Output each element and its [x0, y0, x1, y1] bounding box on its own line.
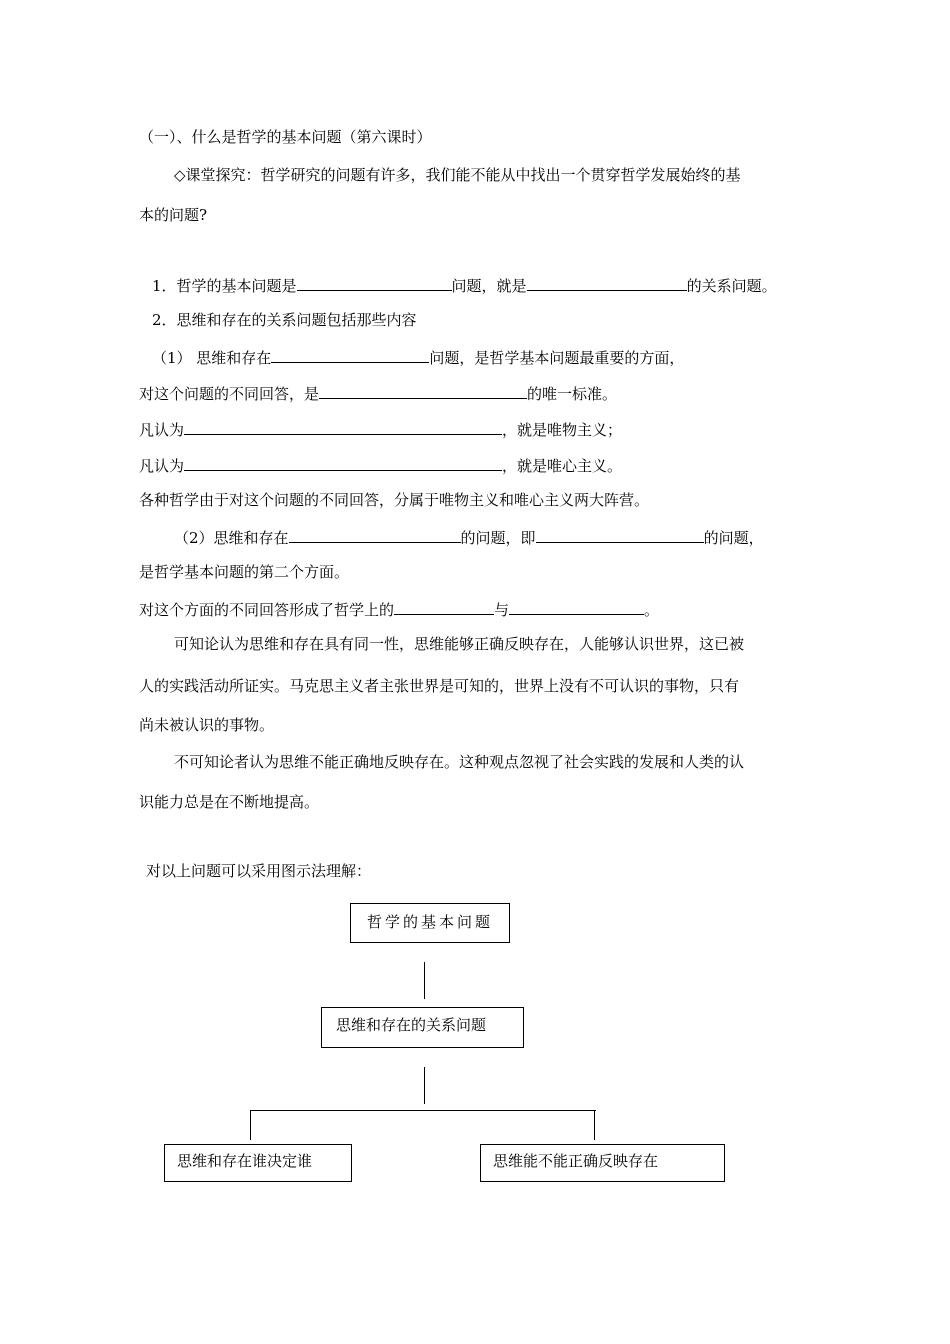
- diagram-root-label: 哲学的基本问题: [366, 913, 493, 931]
- materialism-line: [139, 418, 622, 440]
- knowable-paragraph-line-1: 可知论认为思维和存在具有同一性，思维能够正确反映存在，人能够认识世界，这已被: [174, 635, 745, 653]
- camps-line: 各种哲学由于对这个问题的不同回答，分属于唯物主义和唯心主义两大阵营。: [139, 491, 650, 509]
- point-1-prefix: （1） 思维和存在: [152, 349, 272, 367]
- answer-blank: [319, 382, 527, 399]
- point-1-suffix: 问题，是哲学基本问题最重要的方面，: [429, 349, 685, 367]
- inquiry-line-2: 本的问题?: [139, 206, 208, 224]
- point-2-answers-mid: 与: [494, 601, 510, 619]
- diagram-middle-label: 思维和存在的关系问题: [336, 1016, 487, 1034]
- diagram-middle-box: [321, 1007, 524, 1048]
- point-1-cont-prefix: 对这个问题的不同回答，是: [139, 385, 320, 403]
- answer-blank: [527, 274, 687, 291]
- materialism-prefix: 凡认为: [139, 421, 185, 439]
- connector-branch-right: [594, 1110, 595, 1140]
- point-1-cont-suffix: 的唯一标准。: [527, 385, 618, 403]
- question-1-mid: 问题，就是: [451, 277, 527, 295]
- agnostic-paragraph-line-2: 识能力总是在不断地提高。: [139, 793, 320, 811]
- diagram-right-box: [480, 1144, 725, 1182]
- point-2-suffix: 的问题，: [703, 529, 764, 547]
- diagram-intro: 对以上问题可以采用图示法理解：: [146, 862, 372, 880]
- diagram-right-label: 思维能不能正确反映存在: [493, 1152, 659, 1170]
- point-2-continuation: 是哲学基本问题的第二个方面。: [139, 563, 350, 581]
- answer-blank: [509, 598, 644, 615]
- answer-blank: [184, 454, 502, 471]
- diagram-left-box: [164, 1144, 352, 1182]
- connector-middle-branch: [424, 1067, 425, 1104]
- answer-blank: [289, 526, 461, 543]
- connector-root-middle: [424, 962, 425, 999]
- point-2-answers: [139, 598, 659, 620]
- knowable-paragraph-line-3: 尚未被认识的事物。: [139, 716, 275, 734]
- point-2: [174, 526, 764, 548]
- question-1: [152, 274, 777, 296]
- answer-blank: [536, 526, 704, 543]
- connector-branch-left: [250, 1110, 251, 1140]
- point-1: [152, 346, 684, 368]
- answer-blank: [394, 598, 494, 615]
- question-1-prefix: 1．哲学的基本问题是: [152, 277, 297, 295]
- point-2-mid: 的问题，即: [460, 529, 536, 547]
- point-2-answers-prefix: 对这个方面的不同回答形成了哲学上的: [139, 601, 395, 619]
- point-2-answers-suffix: 。: [644, 601, 660, 619]
- idealism-suffix: ，就是唯心主义。: [502, 457, 623, 475]
- idealism-prefix: 凡认为: [139, 457, 185, 475]
- diagram-root-box: [350, 903, 510, 943]
- point-2-prefix: （2）思维和存在: [174, 529, 289, 547]
- materialism-suffix: ，就是唯物主义；: [502, 421, 623, 439]
- answer-blank: [297, 274, 452, 291]
- question-1-suffix: 的关系问题。: [686, 277, 777, 295]
- question-2: 2．思维和存在的关系问题包括那些内容: [152, 311, 417, 329]
- diagram-left-label: 思维和存在谁决定谁: [177, 1152, 313, 1170]
- answer-blank: [184, 418, 502, 435]
- agnostic-paragraph-line-1: 不可知论者认为思维不能正确地反映存在。这种观点忽视了社会实践的发展和人类的认: [174, 753, 745, 771]
- point-1-continuation: [139, 382, 617, 404]
- idealism-line: [139, 454, 622, 476]
- inquiry-line-1: ◇课堂探究：哲学研究的问题有许多，我们能不能从中找出一个贯穿哲学发展始终的基: [174, 166, 741, 184]
- connector-branch-bar: [250, 1110, 596, 1111]
- knowable-paragraph-line-2: 人的实践活动所证实。马克思主义者主张世界是可知的，世界上没有不可认识的事物，只有: [139, 677, 740, 695]
- answer-blank: [271, 346, 429, 363]
- section-title: （一）、什么是哲学的基本问题（第六课时）: [139, 128, 432, 146]
